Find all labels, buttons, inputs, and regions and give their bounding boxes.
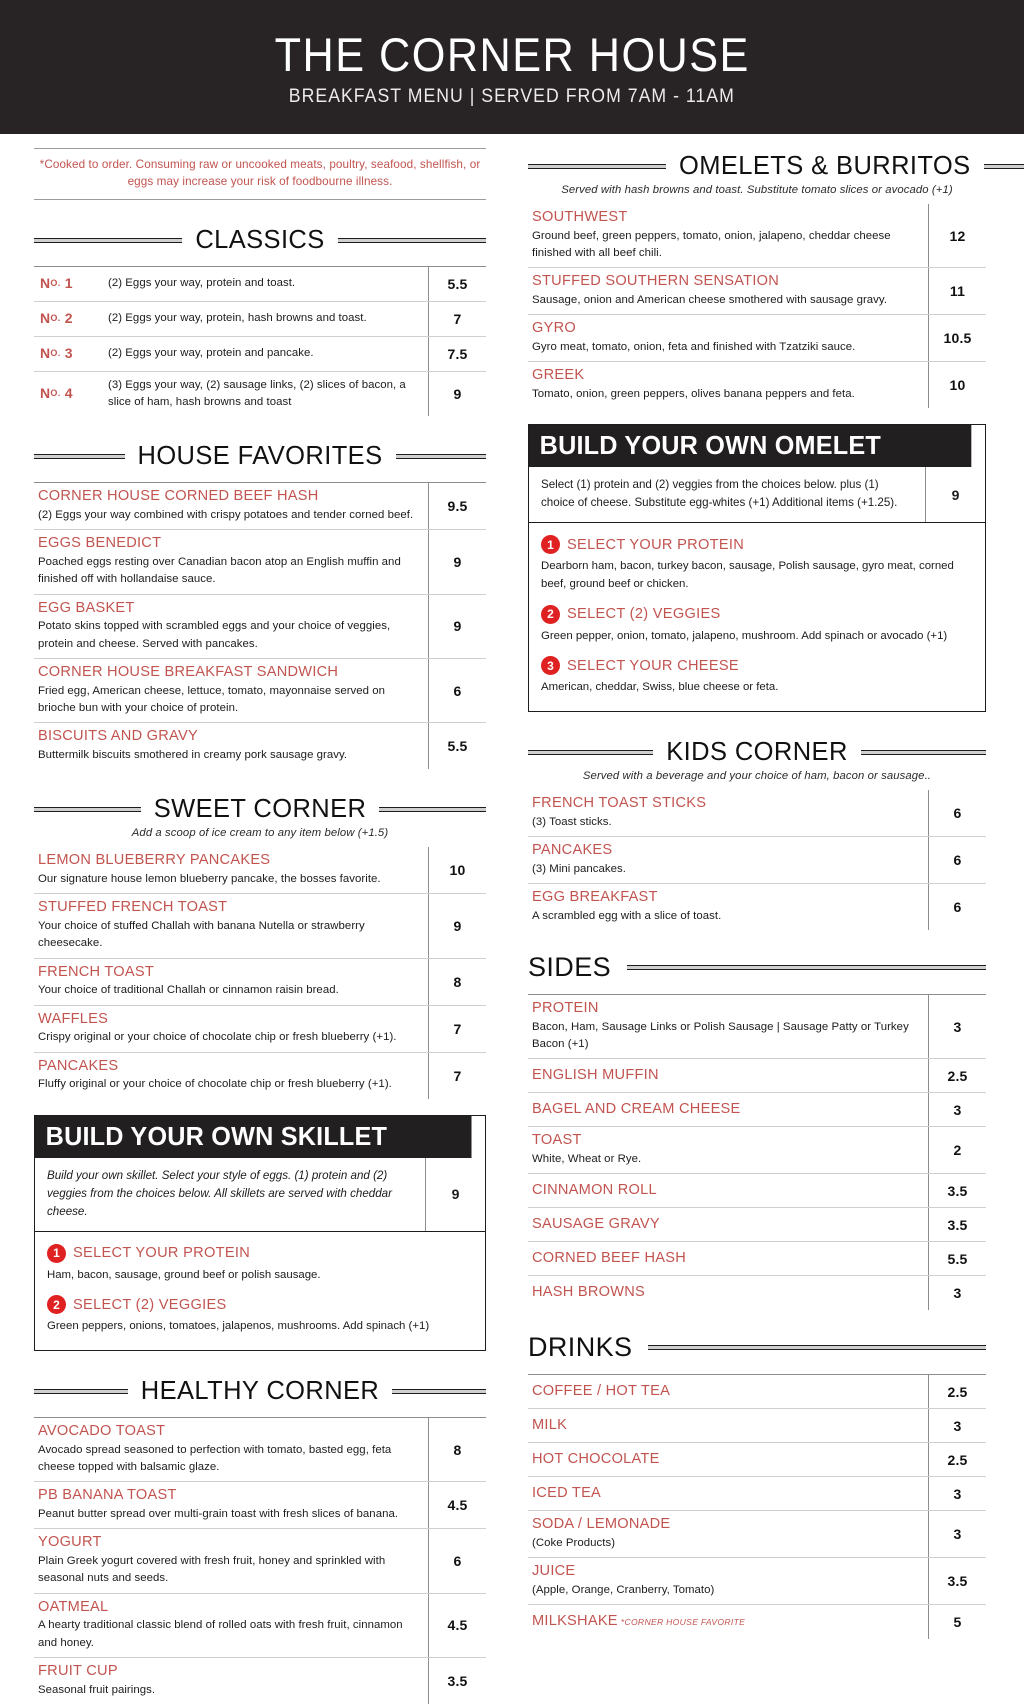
section-note-kids-corner: Served with a beverage and your choice of ham, bacon or sausage.. bbox=[582, 769, 932, 782]
rule-left bbox=[528, 164, 666, 169]
item-description: Seasonal fruit pairings. bbox=[38, 1683, 156, 1696]
rule-right bbox=[627, 965, 986, 970]
item-price: 7 bbox=[428, 1006, 486, 1052]
item-price: 3.5 bbox=[928, 1208, 986, 1241]
item-name: HOT CHOCOLATE bbox=[532, 1450, 660, 1467]
item-description: Your choice of stuffed Challah with banana Nutella or strawberry cheesecake. bbox=[38, 919, 365, 950]
section-header-sweet-corner bbox=[34, 795, 486, 824]
restaurant-title: THE CORNER HOUSE bbox=[274, 27, 750, 81]
item-price: 7.5 bbox=[428, 337, 486, 371]
rule-left bbox=[34, 807, 141, 812]
item-price: 7 bbox=[428, 1053, 486, 1099]
build-skillet-price: 9 bbox=[425, 1158, 485, 1231]
item-description: (2) Eggs your way combined with crispy potatoes and tender corned beef. bbox=[38, 508, 414, 521]
section-header-kids-corner bbox=[528, 738, 986, 767]
item-description: (2) Eggs your way, protein and toast. bbox=[108, 276, 296, 289]
item-description: Crispy original or your choice of chocolate chip or fresh blueberry (+1). bbox=[38, 1031, 397, 1044]
table-row[interactable] bbox=[34, 1594, 486, 1658]
step-header bbox=[541, 535, 973, 554]
item-price: 8 bbox=[428, 1418, 486, 1481]
item-price: 10 bbox=[928, 362, 986, 408]
item-price: 10 bbox=[428, 847, 486, 893]
item-description: Gyro meat, tomato, onion, feta and finished with Tzatziki sauce. bbox=[532, 341, 856, 353]
item-name: CORNER HOUSE BREAKFAST SANDWICH bbox=[38, 663, 339, 680]
item-name: JUICE bbox=[532, 1563, 576, 1580]
table-row[interactable] bbox=[528, 1477, 986, 1511]
section-title-sweet-corner: SWEET CORNER bbox=[153, 795, 367, 824]
table-row[interactable] bbox=[528, 1375, 986, 1409]
item-name: PROTEIN bbox=[532, 999, 599, 1016]
table-omelets bbox=[528, 204, 986, 408]
item-description: Bacon, Ham, Sausage Links or Polish Sausage | Sausage Patty or Turkey Bacon (+1) bbox=[532, 1020, 909, 1050]
table-row[interactable] bbox=[34, 1529, 486, 1593]
item-price: 3 bbox=[928, 1477, 986, 1510]
step-options: Dearborn ham, bacon, turkey bacon, sausage, Polish sausage, gyro meat, corned beef, ground beef or chicken. bbox=[541, 560, 954, 590]
table-drinks bbox=[528, 1374, 986, 1639]
item-name: FRUIT CUP bbox=[38, 1662, 118, 1679]
rule-right bbox=[984, 164, 1024, 169]
item-price: 2.5 bbox=[928, 1059, 986, 1092]
section-header-drinks bbox=[528, 1332, 986, 1363]
table-row[interactable] bbox=[34, 302, 486, 337]
item-description: A hearty traditional classic blend of rolled oats with fresh fruit, cinnamon and honey. bbox=[38, 1619, 403, 1649]
table-row[interactable] bbox=[34, 337, 486, 372]
table-row[interactable] bbox=[528, 837, 986, 884]
item-name: STUFFED SOUTHERN SENSATION bbox=[532, 273, 780, 290]
item-description: (2) Eggs your way, protein, hash browns and toast. bbox=[108, 311, 367, 324]
item-description: Your choice of traditional Challah or cinnamon raisin bread. bbox=[38, 984, 339, 997]
rule-left bbox=[34, 454, 125, 459]
item-name: PB BANANA TOAST bbox=[38, 1487, 177, 1504]
table-row[interactable] bbox=[528, 1093, 986, 1127]
item-price: 6 bbox=[428, 1529, 486, 1592]
step-label: SELECT (2) VEGGIES bbox=[73, 1296, 227, 1313]
rule-right bbox=[648, 1345, 986, 1350]
item-name: PANCAKES bbox=[532, 841, 613, 858]
item-description: Peanut butter spread over multi-grain toast with fresh slices of banana. bbox=[38, 1507, 399, 1520]
rule-left bbox=[34, 238, 182, 243]
item-name: STUFFED FRENCH TOAST bbox=[38, 899, 228, 916]
table-row[interactable] bbox=[528, 1511, 986, 1558]
item-description: Fluffy original or your choice of chocolate chip or fresh blueberry (+1). bbox=[38, 1078, 392, 1091]
section-title-house-favorites: HOUSE FAVORITES bbox=[137, 442, 383, 471]
item-price: 5.5 bbox=[428, 267, 486, 301]
item-name: COFFEE / HOT TEA bbox=[532, 1382, 671, 1399]
item-name: EGG BASKET bbox=[38, 599, 135, 616]
section-header-healthy-corner bbox=[34, 1377, 486, 1406]
item-description: A scrambled egg with a slice of toast. bbox=[532, 909, 722, 922]
item-description: Buttermilk biscuits smothered in creamy pork sausage gravy. bbox=[38, 748, 348, 761]
classic-number-value: 3 bbox=[64, 345, 73, 362]
table-row[interactable] bbox=[34, 1418, 486, 1482]
item-description: White, Wheat or Rye. bbox=[532, 1152, 642, 1165]
item-price: 6 bbox=[428, 659, 486, 722]
item-description: Potato skins topped with scrambled eggs and your choice of veggies, protein and cheese. Served with pancakes. bbox=[38, 620, 391, 650]
table-row[interactable] bbox=[34, 483, 486, 530]
rule-left bbox=[528, 750, 653, 755]
step-number-badge: 2 bbox=[541, 605, 560, 624]
item-name: LEMON BLUEBERRY PANCAKES bbox=[38, 852, 271, 869]
section-header-sides bbox=[528, 952, 986, 983]
item-price: 4.5 bbox=[428, 1594, 486, 1657]
item-price: 7 bbox=[428, 302, 486, 336]
item-price: 6 bbox=[928, 837, 986, 883]
step-number-badge: 2 bbox=[47, 1295, 66, 1314]
table-row[interactable] bbox=[528, 1443, 986, 1477]
item-description: (2) Eggs your way, protein and pancake. bbox=[108, 346, 314, 359]
item-description: (3) Mini pancakes. bbox=[532, 862, 626, 875]
allergen-disclaimer: *Cooked to order. Consuming raw or uncooked meats, poultry, seafood, shellfish, or eggs may increase your risk of foodbourne illness. bbox=[34, 148, 486, 200]
table-row[interactable] bbox=[528, 268, 986, 315]
build-skillet-lead-text: Build your own skillet. Select your style of eggs. (1) protein and (2) veggies from the choices below. All skillets are served with cheddar cheese. bbox=[47, 1168, 392, 1218]
item-name: GREEK bbox=[532, 367, 585, 384]
step-number-badge: 1 bbox=[47, 1244, 66, 1263]
item-price: 5 bbox=[928, 1605, 986, 1639]
build-your-own-omelet-box bbox=[528, 424, 986, 712]
classic-number: N O. 1 bbox=[40, 275, 73, 292]
classic-number-value: 4 bbox=[64, 385, 73, 402]
table-row[interactable] bbox=[34, 1053, 486, 1099]
step-options: Ham, bacon, sausage, ground beef or polish sausage. bbox=[47, 1268, 321, 1281]
section-note-omelets: Served with hash browns and toast. Substitute tomato slices or avocado (+1) bbox=[561, 184, 953, 196]
table-row[interactable] bbox=[34, 1658, 486, 1704]
item-price: 6 bbox=[928, 790, 986, 836]
item-price: 9 bbox=[428, 372, 486, 417]
table-healthy-corner bbox=[34, 1417, 486, 1704]
item-name: MILK bbox=[532, 1416, 568, 1433]
item-description: Sausage, onion and American cheese smothered with sausage gravy. bbox=[532, 294, 888, 306]
table-row[interactable] bbox=[528, 1059, 986, 1093]
step-number-badge: 3 bbox=[541, 656, 560, 675]
item-description: (Coke Products) bbox=[532, 1536, 616, 1549]
step-header bbox=[47, 1244, 473, 1263]
item-name: PANCAKES bbox=[38, 1057, 119, 1074]
table-sides bbox=[528, 994, 986, 1310]
step-number-badge: 1 bbox=[541, 535, 560, 554]
item-price: 3 bbox=[928, 995, 986, 1058]
item-price: 2.5 bbox=[928, 1375, 986, 1408]
item-price: 2 bbox=[928, 1127, 986, 1173]
table-row[interactable] bbox=[528, 1174, 986, 1208]
item-price: 3.5 bbox=[428, 1658, 486, 1704]
item-description: Our signature house lemon blueberry pancake, the bosses favorite. bbox=[38, 872, 381, 885]
item-price: 9.5 bbox=[428, 483, 486, 529]
item-name: OATMEAL bbox=[38, 1598, 109, 1615]
classic-number: N O. 4 bbox=[40, 385, 73, 402]
item-name: CORNER HOUSE CORNED BEEF HASH bbox=[38, 488, 319, 505]
item-description: Poached eggs resting over Canadian bacon atop an English muffin and finished off with hollandaise sauce. bbox=[38, 555, 401, 586]
item-description: Tomato, onion, green peppers, olives banana peppers and feta. bbox=[532, 388, 855, 400]
item-name: MILKSHAKE bbox=[532, 1613, 618, 1630]
step-label: SELECT YOUR PROTEIN bbox=[567, 536, 745, 553]
right-column bbox=[528, 148, 986, 1704]
step-label: SELECT YOUR PROTEIN bbox=[73, 1245, 251, 1261]
step-header bbox=[47, 1295, 473, 1314]
table-row[interactable] bbox=[34, 847, 486, 894]
item-description: Ground beef, green peppers, tomato, onion, jalapeno, cheddar cheese finished with all beef chili. bbox=[532, 229, 891, 259]
section-title-classics: CLASSICS bbox=[195, 225, 325, 254]
item-price: 12 bbox=[928, 204, 986, 267]
table-row[interactable] bbox=[528, 1208, 986, 1242]
item-name: HASH BROWNS bbox=[532, 1284, 646, 1301]
step-options: Green peppers, onions, tomatoes, jalapenos, mushrooms. Add spinach (+1) bbox=[47, 1320, 430, 1333]
table-row[interactable] bbox=[34, 372, 486, 417]
item-name: CINNAMON ROLL bbox=[532, 1181, 657, 1198]
item-price: 5.5 bbox=[428, 723, 486, 769]
item-name: FRENCH TOAST STICKS bbox=[532, 794, 707, 811]
item-price: 3 bbox=[928, 1409, 986, 1442]
table-kids-corner bbox=[528, 790, 986, 930]
item-price: 9 bbox=[428, 530, 486, 593]
item-price: 9 bbox=[428, 894, 486, 957]
item-name: TOAST bbox=[532, 1132, 582, 1149]
table-row[interactable] bbox=[34, 894, 486, 958]
build-omelet-title: BUILD YOUR OWN OMELET bbox=[529, 425, 971, 467]
section-title-kids-corner: KIDS CORNER bbox=[666, 737, 848, 766]
table-row[interactable] bbox=[34, 659, 486, 723]
build-omelet-steps bbox=[529, 523, 985, 711]
item-price: 3 bbox=[928, 1276, 986, 1310]
item-name: SAUSAGE GRAVY bbox=[532, 1215, 660, 1232]
table-row[interactable] bbox=[34, 959, 486, 1006]
section-title-drinks: DRINKS bbox=[528, 1332, 633, 1363]
item-price: 6 bbox=[928, 884, 986, 930]
item-description: Avocado spread seasoned to perfection with tomato, basted egg, feta cheese topped with balsamic glaze. bbox=[38, 1443, 392, 1473]
item-name: YOGURT bbox=[38, 1534, 102, 1551]
table-row[interactable] bbox=[528, 362, 986, 408]
item-description: (3) Eggs your way, (2) sausage links, (2) slices of bacon, a slice of ham, hash browns and toast bbox=[108, 378, 406, 408]
build-skillet-steps bbox=[35, 1232, 485, 1350]
item-price: 3.5 bbox=[928, 1174, 986, 1207]
item-description: Plain Greek yogurt covered with fresh fruit, honey and sprinkled with seasonal nuts and seeds. bbox=[38, 1554, 386, 1585]
table-house-favorites bbox=[34, 482, 486, 769]
step-options: Green pepper, onion, tomato, jalapeno, mushroom. Add spinach or avocado (+1) bbox=[541, 629, 948, 642]
table-row[interactable] bbox=[34, 267, 486, 302]
item-name: ENGLISH MUFFIN bbox=[532, 1066, 659, 1083]
item-price: 5.5 bbox=[928, 1242, 986, 1275]
menu-masthead bbox=[0, 0, 1024, 134]
build-your-own-skillet-box bbox=[34, 1115, 486, 1351]
section-title-omelets: OMELETS & BURRITOS bbox=[679, 152, 971, 180]
table-sweet-corner bbox=[34, 847, 486, 1098]
classic-number-value: 2 bbox=[64, 310, 73, 327]
table-row[interactable] bbox=[528, 884, 986, 930]
step-options: American, cheddar, Swiss, blue cheese or feta. bbox=[541, 681, 779, 694]
table-row[interactable] bbox=[528, 204, 986, 268]
table-row[interactable] bbox=[528, 1276, 986, 1310]
section-header-house-favorites bbox=[34, 442, 486, 471]
item-price: 8 bbox=[428, 959, 486, 1005]
step-header bbox=[541, 605, 973, 624]
classic-number-value: 1 bbox=[64, 275, 73, 292]
classic-number: N O. 3 bbox=[40, 345, 73, 362]
item-price: 11 bbox=[928, 268, 986, 314]
item-description: Fried egg, American cheese, lettuce, tomato, mayonnaise served on brioche bun with your choice of protein. bbox=[38, 684, 386, 714]
table-row[interactable] bbox=[34, 530, 486, 594]
item-name: EGG BREAKFAST bbox=[532, 888, 658, 905]
rule-left bbox=[34, 1389, 128, 1394]
table-row[interactable] bbox=[34, 723, 486, 769]
table-classics bbox=[34, 266, 486, 417]
section-title-healthy-corner: HEALTHY CORNER bbox=[140, 1376, 380, 1405]
item-description: (3) Toast sticks. bbox=[532, 815, 612, 828]
table-row[interactable] bbox=[528, 1127, 986, 1174]
item-name: SODA / LEMONADE bbox=[532, 1516, 671, 1533]
item-name: FRENCH TOAST bbox=[38, 963, 154, 980]
item-name: CORNED BEEF HASH bbox=[532, 1249, 687, 1266]
table-row[interactable] bbox=[528, 790, 986, 837]
item-price: 3 bbox=[928, 1511, 986, 1557]
section-header-omelets bbox=[528, 152, 986, 181]
item-description: (Apple, Orange, Cranberry, Tomato) bbox=[532, 1583, 715, 1596]
item-name: ICED TEA bbox=[532, 1484, 602, 1501]
section-note-sweet-corner: Add a scoop of ice cream to any item below (+1.5) bbox=[131, 827, 389, 840]
section-title-sides: SIDES bbox=[528, 951, 612, 982]
build-omelet-lead-row bbox=[529, 467, 985, 523]
item-price: 9 bbox=[428, 595, 486, 658]
rule-right bbox=[396, 454, 487, 459]
menu-subtitle: BREAKFAST MENU | SERVED FROM 7AM - 11AM bbox=[288, 86, 736, 108]
build-omelet-price: 9 bbox=[925, 467, 985, 522]
item-price: 2.5 bbox=[928, 1443, 986, 1476]
menu-body bbox=[0, 134, 1024, 1704]
build-skillet-title: BUILD YOUR OWN SKILLET bbox=[35, 1116, 472, 1158]
item-name: BAGEL AND CREAM CHEESE bbox=[532, 1100, 741, 1117]
item-name: WAFFLES bbox=[38, 1010, 109, 1027]
item-name: EGGS BENEDICT bbox=[38, 535, 162, 552]
step-label: SELECT (2) VEGGIES bbox=[567, 606, 721, 623]
table-row[interactable] bbox=[34, 595, 486, 659]
rule-right bbox=[392, 1389, 486, 1394]
item-price: 3.5 bbox=[928, 1558, 986, 1604]
table-row[interactable] bbox=[528, 1242, 986, 1276]
item-name: GYRO bbox=[532, 320, 576, 337]
classic-number: N O. 2 bbox=[40, 310, 73, 327]
step-label: SELECT YOUR CHEESE bbox=[567, 657, 739, 674]
table-row[interactable] bbox=[528, 1605, 986, 1639]
build-skillet-lead-row bbox=[35, 1158, 485, 1232]
table-row[interactable] bbox=[34, 1482, 486, 1529]
item-name: SOUTHWEST bbox=[532, 209, 628, 225]
section-header-classics bbox=[34, 226, 486, 255]
rule-right bbox=[861, 750, 986, 755]
table-row[interactable] bbox=[528, 1558, 986, 1605]
rule-right bbox=[338, 238, 486, 243]
table-row[interactable] bbox=[528, 995, 986, 1059]
item-name: BISCUITS AND GRAVY bbox=[38, 728, 198, 745]
table-row[interactable] bbox=[528, 1409, 986, 1443]
item-price: 4.5 bbox=[428, 1482, 486, 1528]
step-header bbox=[541, 656, 973, 675]
rule-right bbox=[379, 807, 486, 812]
item-price: 10.5 bbox=[928, 315, 986, 361]
favorite-tag: *CORNER HOUSE FAVORITE bbox=[620, 1617, 746, 1628]
table-row[interactable] bbox=[528, 315, 986, 362]
item-name: AVOCADO TOAST bbox=[38, 1422, 166, 1439]
table-row[interactable] bbox=[34, 1006, 486, 1053]
item-price: 3 bbox=[928, 1093, 986, 1126]
build-omelet-lead-text: Select (1) protein and (2) veggies from the choices below. plus (1) choice of cheese. Substitute egg-whites (+1) Additional items (+1.25). bbox=[541, 478, 898, 510]
item-name-with-favorite bbox=[532, 1612, 918, 1631]
left-column bbox=[34, 148, 486, 1704]
